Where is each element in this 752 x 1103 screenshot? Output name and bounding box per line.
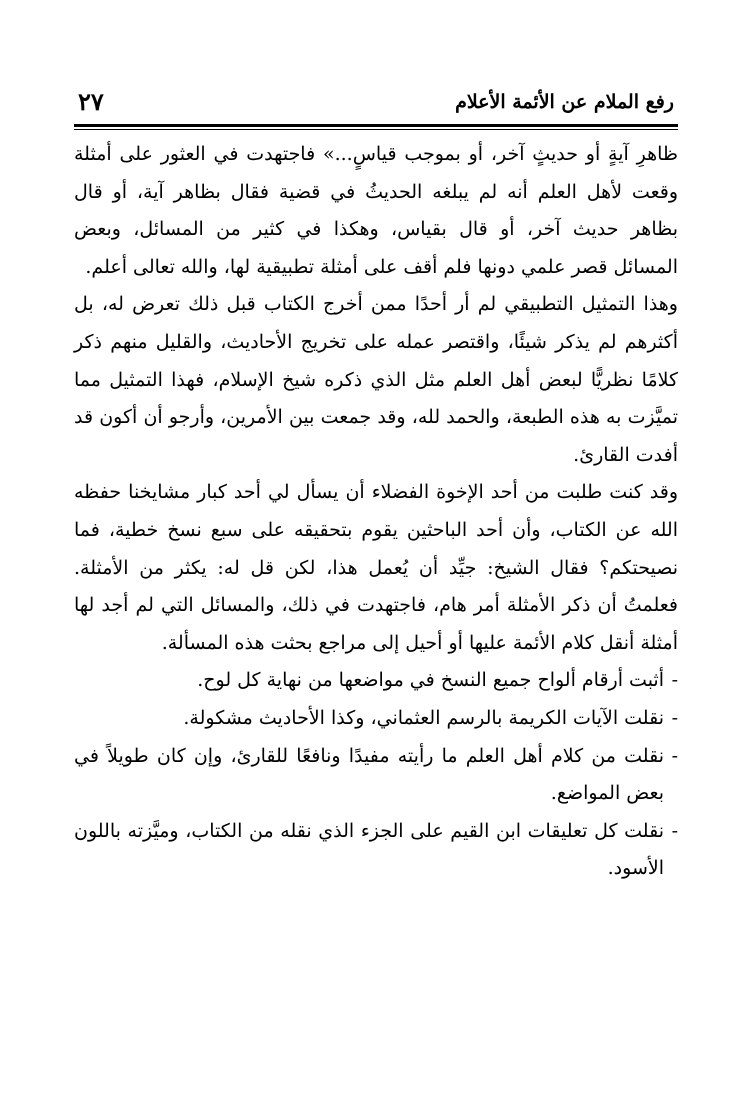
bullet-dash: - — [671, 819, 678, 842]
bullet-dash: - — [671, 706, 678, 729]
book-page — [74, 82, 678, 888]
list-item — [74, 738, 678, 813]
paragraph: ظاهرِ آيةٍ أو حديثٍ آخر، أو بموجب قياسٍ...» فاجتهدت في العثور على أمثلة وقعت لأهل العلم أنه لم يبلغه الحديثُ في قضية فقال بظاهر آية، أو قال بظاهر حديث آخر، أو قال بقياس، وهكذا في كثير من المسائل، وبعض المسائل قصر علمي دونها فلم أقف على أمثلة تطبيقية لها، والله تعالى أعلم. — [74, 143, 678, 278]
list-item-text: نقلت الآيات الكريمة بالرسم العثماني، وكذا الأحاديث مشكولة. — [183, 706, 664, 729]
list-item-text: أثبت أرقام ألواح جميع النسخ في مواضعها من نهاية كل لوح. — [197, 669, 664, 692]
list-item-text: نقلت كل تعليقات ابن القيم على الجزء الذي نقله من الكتاب، وميَّزته باللون الأسود. — [74, 819, 664, 880]
running-title: رفع الملام عن الأئمة الأعلام — [455, 91, 674, 113]
list-item — [74, 700, 678, 738]
page-body — [74, 136, 678, 888]
paragraph: وهذا التمثيل التطبيقي لم أر أحدًا ممن أخرج الكتاب قبل ذلك تعرض له، بل أكثرهم لم يذكر شيئًا، واقتصر عمله على تخريج الأحاديث، والقليل منهم ذكر كلامًا نظريًّا لبعض أهل العلم مثل الذي ذكره شيخ الإسلام، فهذا التمثيل مما تميَّزت به هذه الطبعة، والحمد لله، وقد جمعت بين الأمرين، وأرجو أن أكون قد أفدت القارئ. — [74, 293, 678, 466]
paragraph: وقد كنت طلبت من أحد الإخوة الفضلاء أن يسأل لي أحد كبار مشايخنا حفظه الله عن الكتاب، وأن أحد الباحثين يقوم بتحقيقه على سبع نسخ خطية، فما نصيحتكم؟ فقال الشيخ: جيِّد أن يُعمل هذا، لكن قل له: يكثر من الأمثلة. فعلمتُ أن ذكر الأمثلة أمر هام، فاجتهدت في ذلك، والمسائل التي لم أجد لها أمثلة أنقل كلام الأئمة عليها أو أحيل إلى مراجع بحثت هذه المسألة. — [74, 481, 678, 654]
list-item — [74, 813, 678, 888]
header-rule — [74, 124, 678, 130]
method-list — [74, 662, 678, 888]
page-header — [74, 82, 678, 122]
bullet-dash: - — [671, 744, 678, 767]
page-number: ٢٧ — [78, 87, 104, 116]
bullet-dash: - — [671, 669, 678, 692]
list-item-text: نقلت من كلام أهل العلم ما رأيته مفيدًا ونافعًا للقارئ، وإن كان طويلاً في بعض المواضع. — [74, 744, 664, 805]
list-item — [74, 662, 678, 700]
